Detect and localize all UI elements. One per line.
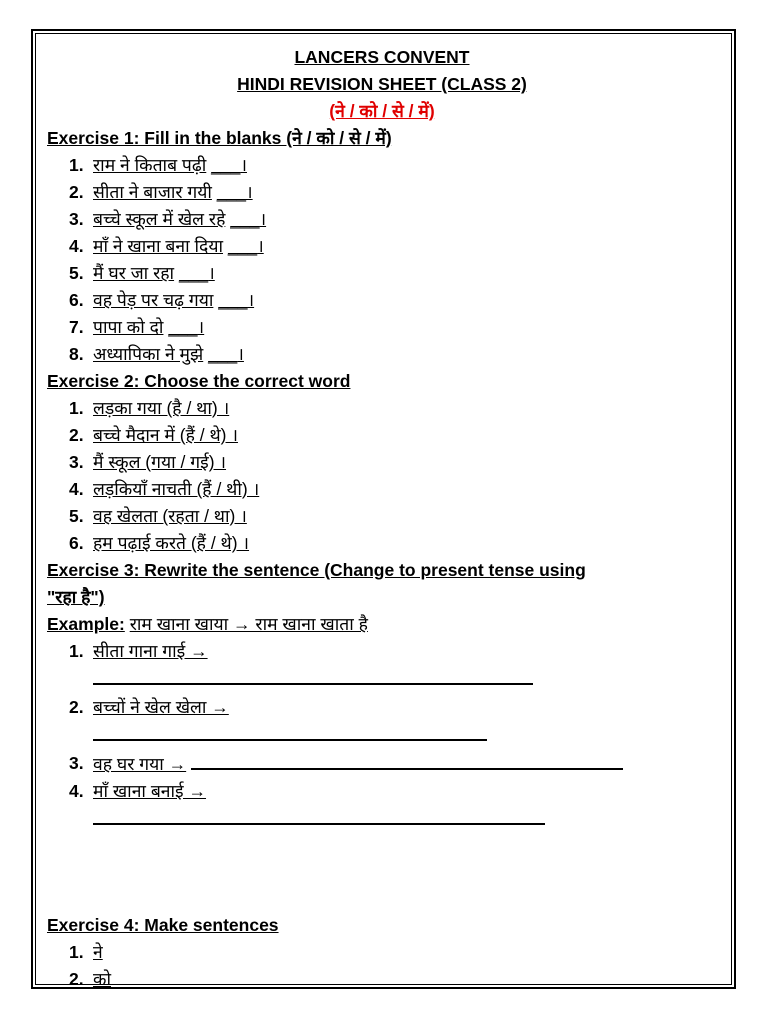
item-number: 8. bbox=[69, 344, 84, 364]
item-text: हम पढ़ाई करते (हैं / थे) । bbox=[93, 533, 250, 553]
answer-line bbox=[93, 721, 487, 741]
item-number: 1. bbox=[69, 155, 84, 175]
item-text: राम ने किताब पढ़ी bbox=[93, 155, 207, 175]
list-item bbox=[47, 287, 717, 314]
item-text: बच्चे स्कूल में खेल रहे bbox=[93, 209, 226, 229]
item-text: अध्यापिका ने मुझे bbox=[93, 344, 204, 364]
item-number: 3. bbox=[69, 209, 84, 229]
example-line bbox=[47, 611, 717, 638]
list-item bbox=[47, 638, 717, 665]
list-item bbox=[47, 503, 717, 530]
exercise1-list bbox=[47, 152, 717, 368]
revision-sheet bbox=[47, 44, 717, 993]
list-item bbox=[47, 395, 717, 422]
item-end: । bbox=[208, 263, 215, 283]
exercise1-heading: Exercise 1: Fill in the blanks (ने / को / से / में) bbox=[47, 128, 392, 148]
fill-blank: ___ bbox=[218, 290, 248, 310]
item-end: । bbox=[259, 209, 267, 229]
item-number: 4. bbox=[69, 236, 84, 256]
item-text: बच्चों ने खेल खेला → bbox=[93, 697, 229, 717]
fill-blank: ___ bbox=[230, 209, 260, 229]
exercise3-heading-cont: "रहा है") bbox=[47, 587, 105, 607]
item-number: 2. bbox=[69, 697, 84, 717]
item-number: 4. bbox=[69, 781, 84, 801]
item-text: मैं घर जा रहा bbox=[93, 263, 175, 283]
list-item bbox=[47, 233, 717, 260]
item-number: 4. bbox=[69, 479, 84, 499]
list-item bbox=[47, 206, 717, 233]
list-item bbox=[47, 476, 717, 503]
item-number: 1. bbox=[69, 398, 84, 418]
list-item bbox=[47, 530, 717, 557]
item-text: सीता गाना गाई → bbox=[93, 641, 208, 661]
fill-blank: ___ bbox=[216, 182, 246, 202]
item-number: 2. bbox=[69, 425, 84, 445]
fill-blank: ___ bbox=[227, 236, 258, 256]
item-text: मैं स्कूल (गया / गई) । bbox=[93, 452, 227, 472]
item-end: । bbox=[257, 236, 264, 256]
exercise4-list bbox=[47, 939, 717, 993]
list-item bbox=[47, 778, 717, 805]
answer-line bbox=[93, 665, 533, 685]
example-label: Example: bbox=[47, 614, 125, 634]
item-text: सीता ने बाजार गयी bbox=[93, 182, 212, 202]
example-text: राम खाना खाया → राम खाना खाता है bbox=[129, 614, 368, 634]
list-item bbox=[47, 152, 717, 179]
item-end: । bbox=[237, 344, 244, 364]
item-text: वह पेड़ पर चढ़ गया bbox=[93, 290, 214, 310]
item-number: 5. bbox=[69, 263, 84, 283]
list-item bbox=[47, 750, 717, 778]
item-text: माँ ने खाना बना दिया bbox=[93, 236, 223, 256]
item-number: 1. bbox=[69, 641, 84, 661]
exercise3-list-cont bbox=[47, 694, 717, 721]
answer-line bbox=[191, 750, 623, 770]
fill-blank: ___ bbox=[208, 344, 238, 364]
exercise4-heading: Exercise 4: Make sentences bbox=[47, 915, 279, 935]
item-end: । bbox=[247, 290, 255, 310]
list-item bbox=[47, 422, 717, 449]
item-text: ने bbox=[93, 942, 103, 962]
exercise3-list bbox=[47, 638, 717, 665]
fill-blank: ___ bbox=[168, 317, 198, 337]
item-text: बच्चे मैदान में (हैं / थे) । bbox=[93, 425, 238, 445]
list-item bbox=[47, 966, 717, 993]
spacer bbox=[47, 834, 717, 912]
item-number: 2. bbox=[69, 969, 84, 989]
item-number: 7. bbox=[69, 317, 84, 337]
item-text: को bbox=[93, 969, 111, 989]
list-item bbox=[47, 449, 717, 476]
exercise2-heading: Exercise 2: Choose the correct word bbox=[47, 371, 351, 391]
item-number: 1. bbox=[69, 942, 84, 962]
fill-blank: ___ bbox=[211, 155, 241, 175]
item-text: पापा को दो bbox=[93, 317, 164, 337]
item-end: । bbox=[240, 155, 247, 175]
sheet-subtitle: (ने / को / से / में) bbox=[329, 101, 435, 121]
exercise3-heading: Exercise 3: Rewrite the sentence (Change to present tense using bbox=[47, 560, 586, 580]
item-end: । bbox=[245, 182, 253, 202]
exercise3-list-cont bbox=[47, 750, 717, 805]
item-number: 6. bbox=[69, 290, 84, 310]
item-number: 6. bbox=[69, 533, 84, 553]
list-item bbox=[47, 314, 717, 341]
school-name: LANCERS CONVENT bbox=[294, 47, 470, 67]
list-item bbox=[47, 260, 717, 287]
item-text: लड़का गया (है / था) । bbox=[93, 398, 230, 418]
item-text: माँ खाना बनाई → bbox=[93, 781, 207, 801]
item-text: लड़कियाँ नाचती (हैं / थी) । bbox=[93, 479, 260, 499]
sheet-title: HINDI REVISION SHEET (CLASS 2) bbox=[237, 74, 527, 94]
item-number: 5. bbox=[69, 506, 84, 526]
fill-blank: ___ bbox=[178, 263, 209, 283]
list-item bbox=[47, 341, 717, 368]
item-number: 3. bbox=[69, 452, 84, 472]
exercise2-list bbox=[47, 395, 717, 557]
item-text: वह खेलता (रहता / था) । bbox=[93, 506, 247, 526]
list-item bbox=[47, 939, 717, 966]
item-text: वह घर गया → bbox=[93, 754, 187, 774]
item-number: 2. bbox=[69, 182, 84, 202]
answer-line bbox=[93, 805, 545, 825]
list-item bbox=[47, 179, 717, 206]
item-end: । bbox=[197, 317, 205, 337]
item-number: 3. bbox=[69, 753, 84, 773]
list-item bbox=[47, 694, 717, 721]
